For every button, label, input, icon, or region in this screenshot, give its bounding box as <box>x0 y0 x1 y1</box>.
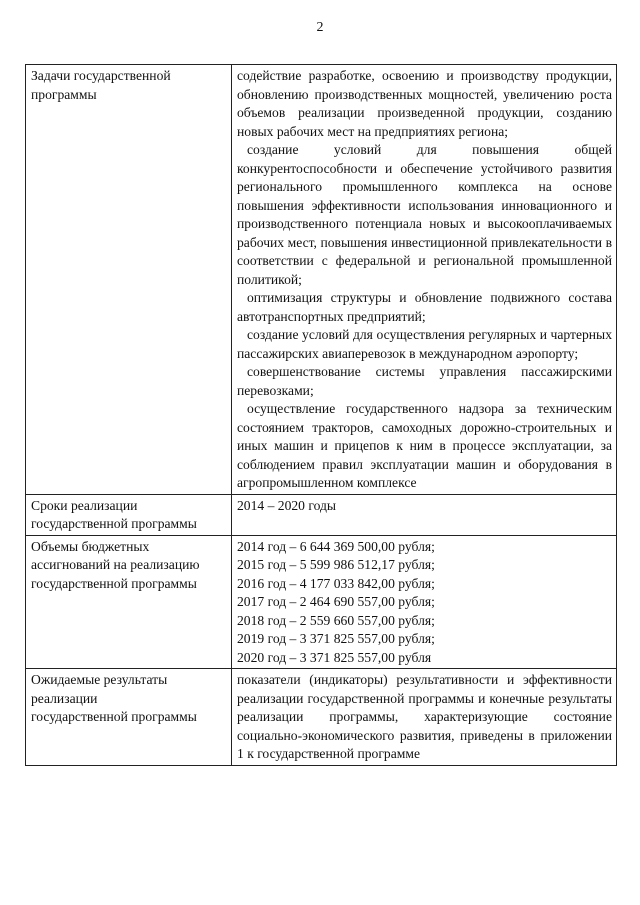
row-label-line: Сроки реализации <box>31 497 138 513</box>
row-label-line: Объемы бюджетных <box>31 538 150 554</box>
task-paragraph: создание условий для повышения общей конкурентоспособности и обеспечение устойчивого развития регионального промышленного комплекса на основе повышения эффективности использования инновационного и производственного потенциала новых и высокооплачиваемых рабочих мест, повышения инвестиционной привлекательности в соответствии с федеральной и региональной промышленной политикой; <box>237 142 612 287</box>
row-label-line: государственной программы <box>31 575 197 591</box>
row-label-line: государственной программы <box>31 709 197 724</box>
row-label-cell <box>26 535 232 669</box>
budget-year-line: 2015 год – 5 599 986 512,17 рубля; <box>237 557 435 572</box>
page-number: 2 <box>316 20 324 35</box>
task-paragraph: создание условий для осуществления регулярных и чартерных пассажирских авиаперевозок в международном аэропорту; <box>237 327 612 361</box>
budget-year-line: 2020 год – 3 371 825 557,00 рубля <box>237 649 432 665</box>
row-value-cell <box>232 65 617 495</box>
task-paragraph: оптимизация структуры и обновление подвижного состава автотранспортных предприятий; <box>237 290 612 324</box>
row-label-line: Задачи государственной <box>31 68 171 83</box>
task-paragraph: осуществление государственного надзора за техническим состоянием тракторов, самоходных дорожно-строительных и иных машин и прицепов к ним в процессе эксплуатации, за соблюдением правил эксплуатации машин и оборудования в агропромышленном комплексе <box>237 401 612 490</box>
row-label-line: государственной программы <box>31 516 197 531</box>
row-label-line: ассигнований на реализацию <box>31 557 200 572</box>
budget-year-line: 2016 год – 4 177 033 842,00 рубля; <box>237 575 435 591</box>
task-paragraph: совершенствование системы управления пассажирскими перевозками; <box>237 364 612 398</box>
period-text: 2014 – 2020 годы <box>237 497 337 513</box>
row-label-cell <box>26 494 232 535</box>
row-label-cell <box>26 669 232 766</box>
table-row <box>26 494 617 535</box>
row-label-line: Ожидаемые результаты <box>31 672 168 687</box>
row-label-line: программы <box>31 86 97 102</box>
budget-year-line: 2018 год – 2 559 660 557,00 рубля; <box>237 612 435 628</box>
table-row <box>26 535 617 669</box>
expected-results-text: показатели (индикаторы) результативности и эффективности реализации государственной программы и конечные результаты реализации программы, характеризующие состояние социально-экономического развития, приведены в приложении 1 к государственной программе <box>237 672 612 761</box>
row-label-cell <box>26 65 232 495</box>
row-label-line: реализации <box>31 690 98 706</box>
budget-year-line: 2014 год – 6 644 369 500,00 рубля; <box>237 538 435 554</box>
program-passport-table <box>25 64 617 766</box>
row-value-cell <box>232 494 617 535</box>
task-paragraph: содействие разработке, освоению и производству продукции, обновлению производственных мощностей, увеличению роста объемов реализации произведенной продукции, созданию новых рабочих мест на предприятиях региона; <box>237 68 612 139</box>
row-value-cell <box>232 669 617 766</box>
budget-year-line: 2017 год – 2 464 690 557,00 рубля; <box>237 594 435 609</box>
table-row <box>26 65 617 495</box>
table-row <box>26 669 617 766</box>
budget-year-line: 2019 год – 3 371 825 557,00 рубля; <box>237 631 435 646</box>
row-value-cell <box>232 535 617 669</box>
